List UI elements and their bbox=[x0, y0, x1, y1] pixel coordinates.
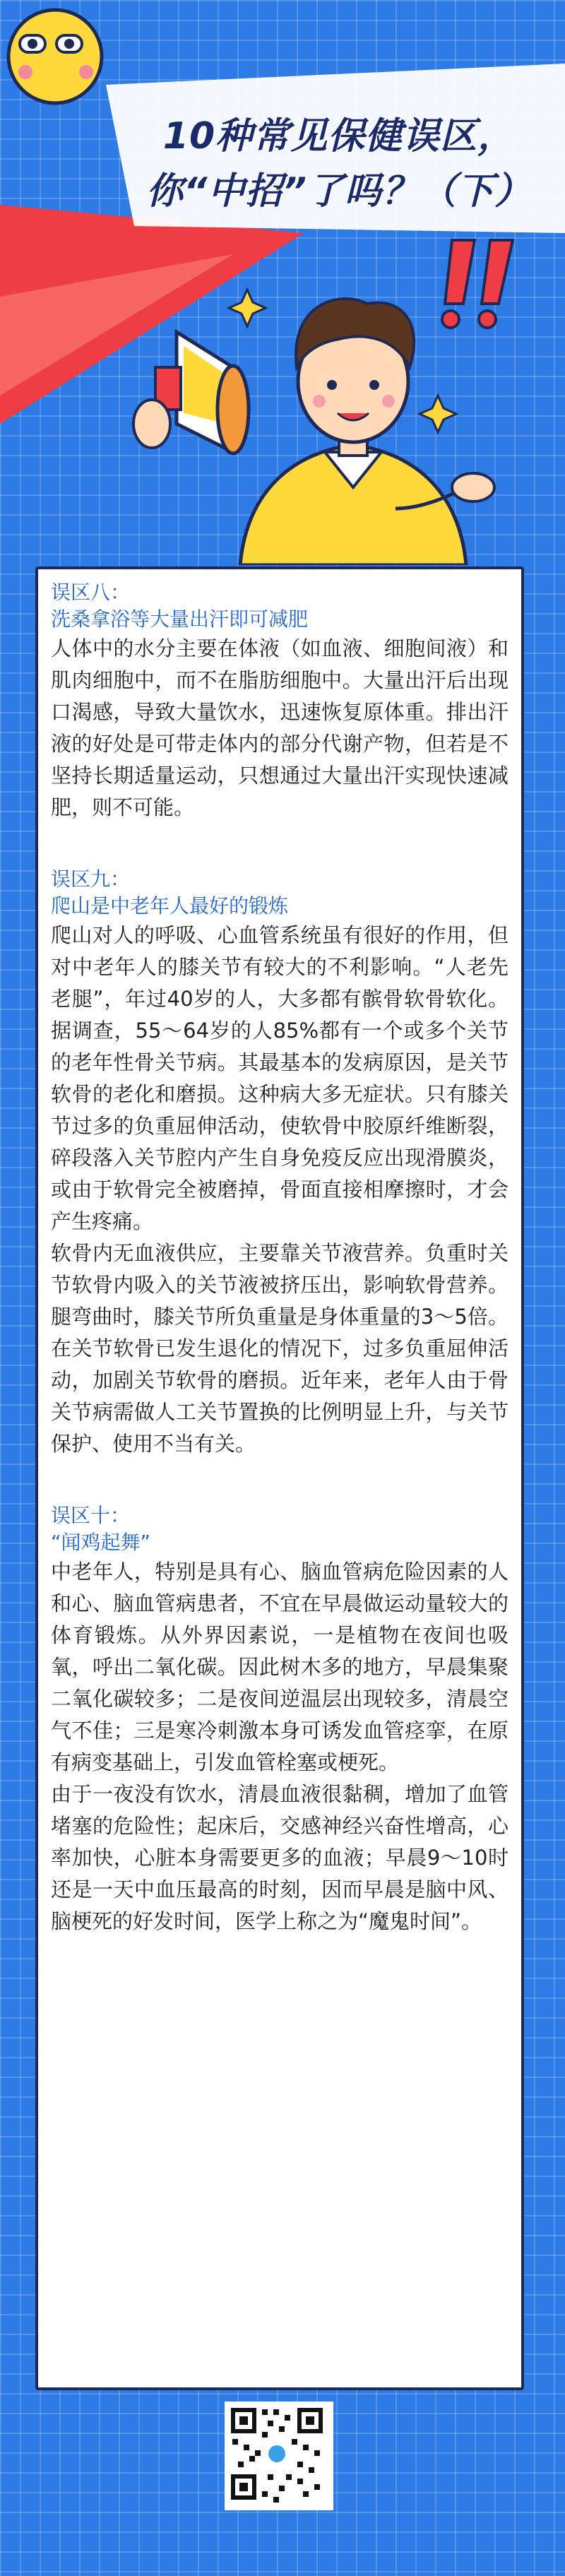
megaphone-icon bbox=[133, 332, 249, 453]
character-illustration bbox=[240, 299, 494, 565]
section-paragraph: 软骨内无血液供应，主要靠关节液营养。负重时关节软骨内吸入的关节液被挤压出，影响软骨营养。腿弯曲时，膝关节所负重量是身体重量的3～5倍。在关节软骨已发生退化的情况下，过多负重屈伸活动，加剧关节软骨的磨损。近年来，老年人由于骨关节病需做人工关节置换的比例明显上升，与关节保护、使用不当有关。 bbox=[51, 1241, 509, 1456]
section-paragraph: 人体中的水分主要在体液（如血液、细胞间液）和肌肉细胞中，而不在脂肪细胞中。大量出汗后出现口渴感，导致大量饮水，迅速恢复原体重。排出汗液的好处是可带走体内的部分代谢产物，但若是不坚持长期适量运动，只想通过大量出汗实现快速减肥，则不可能。 bbox=[51, 636, 509, 819]
section-heading: 洗桑拿浴等大量出汗即可减肥 bbox=[51, 607, 309, 631]
page-title-line-1: 10种常见保健误区， bbox=[162, 115, 516, 158]
exclamation-icon bbox=[442, 240, 513, 328]
emoji-face-icon bbox=[8, 10, 102, 103]
myth-section-8 bbox=[51, 579, 509, 824]
section-label: 误区十： bbox=[51, 1504, 131, 1527]
content-card bbox=[35, 566, 524, 2390]
hero-illustration bbox=[0, 0, 565, 565]
section-paragraph: 爬山对人的呼吸、心血管系统虽有很好的作用，但对中老年人的膝关节有较大的不利影响。“人老先老腿”，年过40岁的人，大多都有髌骨软骨软化。据调查，55～64岁的人85%都有一个或多个关节的老年性骨关节病。其最基本的发病原因，是关节软骨的老化和磨损。这种病大多无症状。只有膝关节过多的负重屈伸活动，使软骨中胶原纤维断裂，碎段落入关节腔内产生自身免疫反应出现滑膜炎，或由于软骨完全被磨掉，骨面直接相摩擦时，才会产生疼痛。 bbox=[51, 923, 509, 1233]
hero-banner bbox=[0, 0, 565, 565]
qr-code-icon bbox=[227, 2404, 327, 2504]
section-label: 误区九： bbox=[51, 867, 131, 891]
myth-section-10 bbox=[51, 1502, 509, 1937]
page-title-line-2: 你“中招”了吗？（下） bbox=[146, 170, 532, 213]
section-heading: 爬山是中老年人最好的锻炼 bbox=[51, 894, 289, 918]
section-paragraph: 由于一夜没有饮水，清晨血液很黏稠，增加了血管堵塞的危险性；起床后，交感神经兴奋性增高，心率加快，心脏本身需要更多的血液；早晨9～10时还是一天中血压最高的时刻，因而早晨是脑中风、脑梗死的好发时间，医学上称之为“魔鬼时间”。 bbox=[51, 1782, 509, 1933]
section-heading: “闻鸡起舞” bbox=[51, 1531, 151, 1554]
myth-section-9 bbox=[51, 866, 509, 1460]
qr-code[interactable] bbox=[225, 2402, 333, 2510]
section-label: 误区八： bbox=[51, 581, 131, 604]
section-paragraph: 中老年人，特别是具有心、脑血管病危险因素的人和心、脑血管病患者，不宜在早晨做运动量较大的体育锻炼。从外界因素说，一是植物在夜间也吸氧，呼出二氧化碳。因此树木多的地方，早晨集聚二氧化碳较多；二是夜间逆温层出现较多，清晨空气不佳；三是寒冷刺激本身可诱发血管痉挛，在原有病变基础上，引发血管栓塞或梗死。 bbox=[51, 1560, 509, 1774]
